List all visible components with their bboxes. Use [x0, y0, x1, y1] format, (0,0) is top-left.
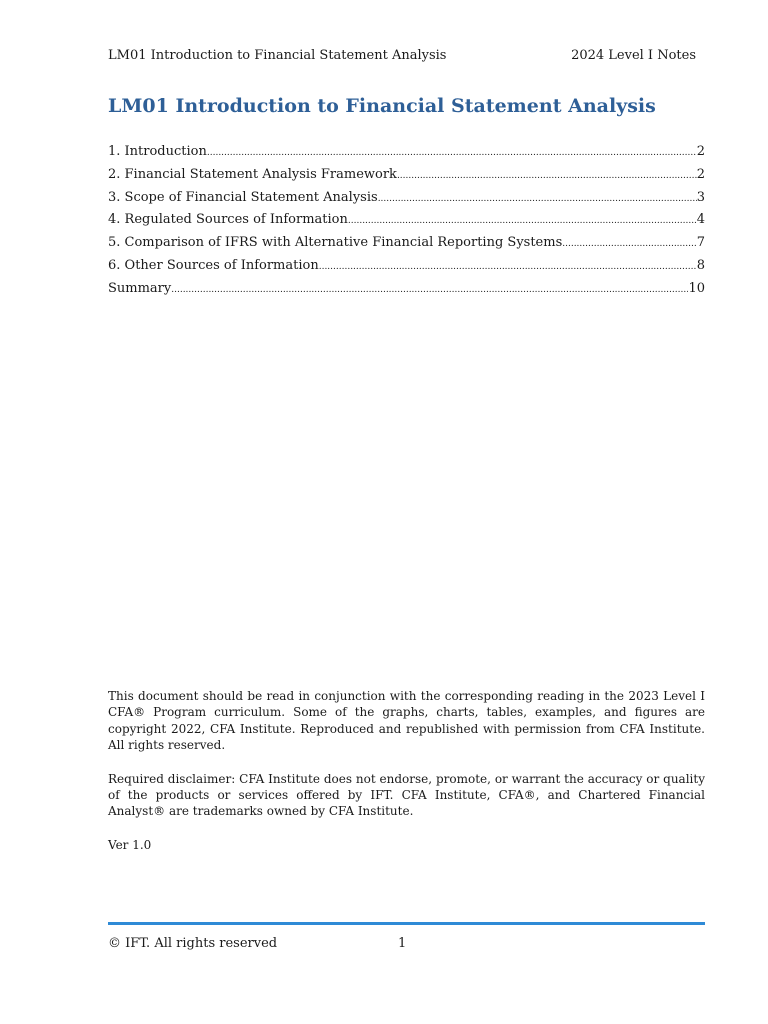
table-of-contents [108, 143, 705, 303]
toc-entry-label: 5. Comparison of IFRS with Alternative Financial Reporting Systems [108, 235, 563, 251]
toc-entry-page: 8 [696, 257, 705, 273]
footer-page-number: 1 [398, 936, 407, 951]
toc-entry-label: 1. Introduction [108, 144, 207, 159]
toc-dot-leader [378, 190, 697, 208]
toc-entry-label: 2. Financial Statement Analysis Framework [108, 166, 397, 182]
header-document-title: LM01 Introduction to Financial Statement Analysis [108, 48, 447, 63]
toc-entry-introduction[interactable] [108, 143, 705, 166]
toc-entry-label: 6. Other Sources of Information [108, 257, 319, 273]
toc-entry-framework[interactable] [108, 166, 705, 189]
disclaimer-paragraph: Required disclaimer: CFA Institute does not endorse, promote, or warrant the accuracy or quality of the products or services offered by IFT. CFA Institute, CFA®, and Chartered Financial Analyst® are trademarks owned by CFA Institute. [108, 771, 705, 819]
toc-entry-page: 3 [696, 189, 705, 205]
toc-entry-summary[interactable] [108, 280, 705, 303]
toc-entry-page: 10 [688, 280, 705, 296]
page-header [108, 48, 696, 64]
toc-entry-label: 4. Regulated Sources of Information [108, 212, 348, 228]
footer-copyright: © IFT. All rights reserved [108, 936, 278, 951]
toc-entry-page: 2 [696, 166, 705, 182]
page-title: LM01 Introduction to Financial Statement Analysis [108, 95, 656, 117]
copyright-notice [108, 688, 705, 870]
toc-dot-leader [319, 258, 697, 276]
toc-dot-leader [562, 235, 696, 253]
curriculum-notice-paragraph: This document should be read in conjunction with the corresponding reading in the 2023 Level I CFA® Program curriculum. Some of the graphs, charts, tables, examples, and figures are copyright 2022, CFA Institute. Reproduced and republished with permission from CFA Institute. All rights reserved. [108, 689, 705, 753]
toc-entry-page: 2 [696, 144, 705, 159]
toc-entry-other-sources[interactable] [108, 257, 705, 280]
toc-dot-leader [348, 212, 697, 230]
toc-dot-leader [171, 281, 688, 299]
toc-entry-label: Summary [108, 280, 172, 296]
footer-divider [108, 922, 705, 925]
toc-dot-leader [207, 144, 697, 162]
toc-entry-page: 4 [696, 212, 705, 228]
header-edition-label: 2024 Level I Notes [571, 48, 696, 63]
toc-entry-regulated-sources[interactable] [108, 211, 705, 234]
toc-dot-leader [397, 167, 697, 185]
toc-entry-page: 7 [696, 235, 705, 251]
version-label: Ver 1.0 [108, 837, 152, 852]
toc-entry-label: 3. Scope of Financial Statement Analysis [108, 189, 378, 205]
toc-entry-scope[interactable] [108, 189, 705, 212]
toc-entry-ifrs-comparison[interactable] [108, 234, 705, 257]
